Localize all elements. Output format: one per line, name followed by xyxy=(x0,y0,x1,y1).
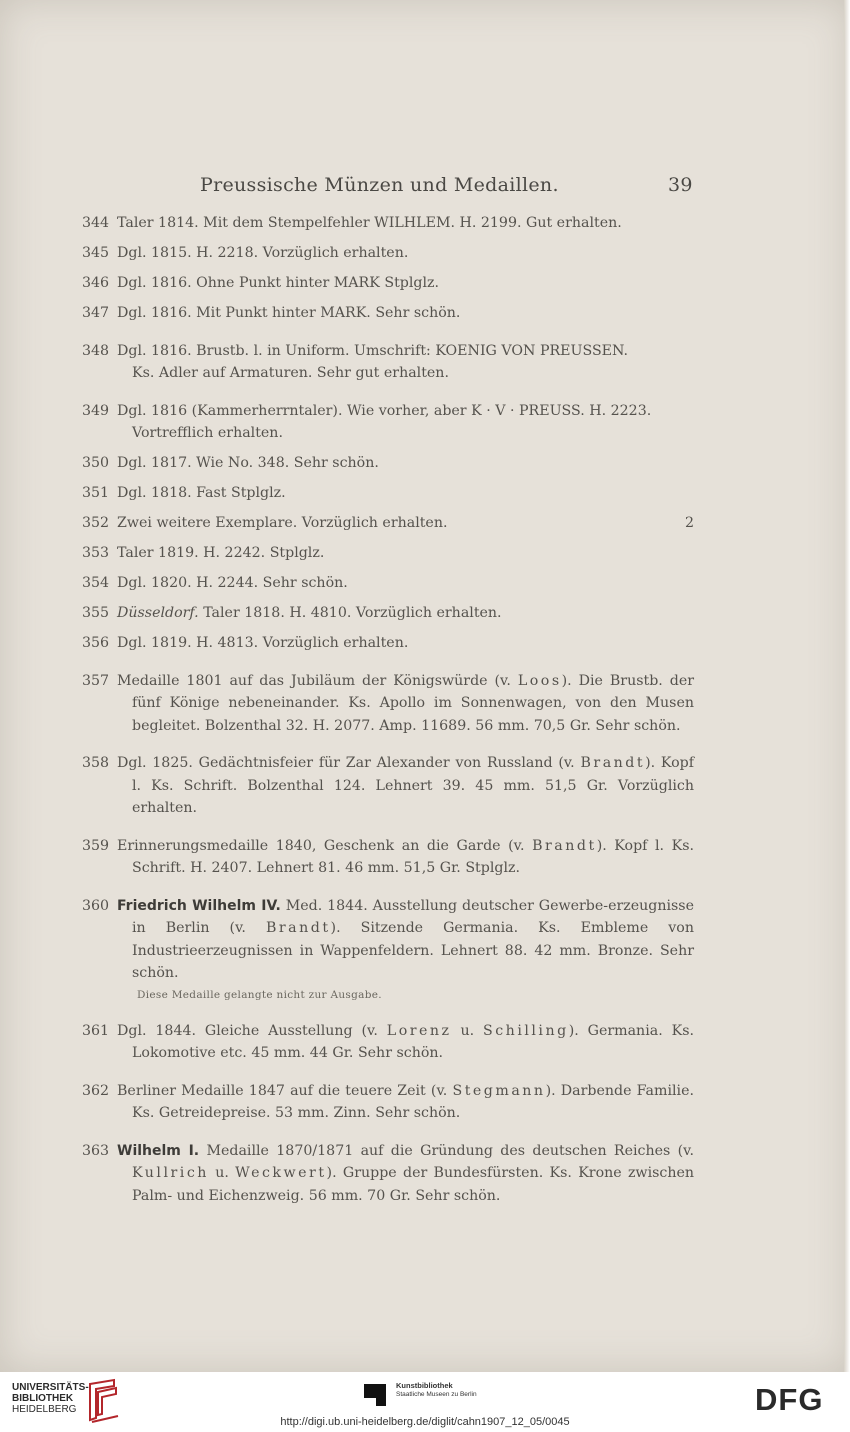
entry-number: 348 xyxy=(82,342,110,359)
entry-number: 352 xyxy=(82,515,110,531)
entry-text: Dgl. 1816. Ohne Punkt hinter MARK Stplglz. xyxy=(117,275,439,291)
entry-text: u. xyxy=(208,1165,236,1181)
entry-text: ). Die Brustb. der fünf Könige nebeneinander. Ks. Apollo im Sonnenwagen, von den Musen begleitet. Bolzenthal 32. H. 2077. Amp. 11689. 56 mm. 70,5 Gr. Sehr schön. xyxy=(132,672,694,734)
entry-number: 356 xyxy=(82,635,110,651)
catalog-entry xyxy=(82,895,694,1005)
entry-text: Dgl. 1817. Wie No. 348. Sehr schön. xyxy=(117,455,379,471)
entry-text: Dgl. 1816. Brustb. l. in Uniform. Umschrift: KOENIG VON PREUSSEN. xyxy=(117,342,629,359)
entry-text: Dgl. 1816 (Kammerherrntaler). Wie vorher, aber K · V · PREUSS. H. 2223. xyxy=(117,402,652,419)
catalog-entry xyxy=(82,632,694,655)
catalog-entry xyxy=(82,602,694,625)
entry-text: ). Gruppe der Bundesfürsten. Ks. Krone zwischen Palm- und Eichenzweig. 56 mm. 70 Gr. Sehr schön. xyxy=(132,1165,695,1204)
entry-text: Erinnerungsmedaille 1840, Geschenk an die Garde (v. xyxy=(117,837,533,854)
entry-text: Dgl. 1825. Gedächtnisfeier für Zar Alexander von Russland (v. xyxy=(117,755,581,771)
entry-text: Zwei weitere Exemplare. Vorzüglich erhalten. xyxy=(117,515,448,531)
entry-text: u. xyxy=(451,1022,484,1039)
catalog-entry xyxy=(82,752,694,820)
ruler-heading: Wilhelm I. xyxy=(117,1142,200,1159)
page-number: 39 xyxy=(668,174,693,196)
kunstbibliothek-subtitle: Staatliche Museen zu Berlin xyxy=(396,1391,477,1398)
entry-text: Taler 1814. Mit dem Stempelfehler WILHLEM. H. 2199. Gut erhalten. xyxy=(117,215,622,231)
catalog-entry xyxy=(82,400,694,445)
catalog-entry xyxy=(82,340,694,385)
entry-number: 345 xyxy=(82,245,110,261)
entry-text: Dgl. 1815. H. 2218. Vorzüglich erhalten. xyxy=(117,245,409,261)
catalog-entry xyxy=(82,835,694,880)
medallist-name: Lorenz xyxy=(386,1022,452,1039)
medallist-name: Weckwert xyxy=(235,1165,327,1181)
catalog-entry xyxy=(82,1020,694,1065)
university-library-logo[interactable] xyxy=(12,1382,92,1415)
entry-number: 350 xyxy=(82,455,110,471)
catalog-entry xyxy=(82,272,694,295)
entry-number: 344 xyxy=(82,215,110,231)
entry-text: ). Kopf l. Ks. Schrift. Bolzenthal 124. Lehnert 39. 45 mm. 51,5 Gr. Vorzüglich erhalten. xyxy=(132,755,694,816)
entry-number: 359 xyxy=(82,837,110,854)
catalog-entry xyxy=(82,1140,694,1208)
logo-line: HEIDELBERG xyxy=(12,1404,77,1415)
entry-number: 354 xyxy=(82,575,110,591)
entry-text: ). Kopf l. Ks. Schrift. H. 2407. Lehnert 81. 46 mm. 51,5 Gr. Stplglz. xyxy=(132,837,694,876)
catalog-entries xyxy=(82,212,694,1207)
viewer-footer xyxy=(0,1372,850,1432)
medallist-name: Brandt xyxy=(265,920,331,936)
entry-text: Taler 1818. H. 4810. Vorzüglich erhalten. xyxy=(203,605,502,621)
page-title: Preussische Münzen und Medaillen. xyxy=(200,174,559,196)
running-header xyxy=(0,174,850,204)
catalog-entry xyxy=(82,482,694,505)
catalog-entry xyxy=(82,242,694,265)
lot-count: 2 xyxy=(684,515,694,531)
catalog-entry xyxy=(82,302,694,325)
entry-text-continued: Ks. Adler auf Armaturen. Sehr gut erhalten. xyxy=(132,365,449,381)
entry-text: Med. 1844. Ausstellung deutscher Gewerbe-erzeugnisse in Berlin (v. xyxy=(132,897,694,936)
entry-number: 353 xyxy=(82,545,110,561)
dfg-logo[interactable]: DFG xyxy=(755,1382,824,1417)
medallist-name: Schilling xyxy=(483,1022,569,1039)
entry-text: Dgl. 1816. Mit Punkt hinter MARK. Sehr schön. xyxy=(117,305,461,321)
entry-number: 349 xyxy=(82,402,110,419)
logo-line: BIBLIOTHEK xyxy=(12,1393,74,1404)
catalog-entry xyxy=(82,212,694,235)
page-edge xyxy=(844,0,850,1372)
entry-note: Diese Medaille gelangte nicht zur Ausgabe. xyxy=(137,988,382,1001)
catalog-entry xyxy=(82,1080,694,1125)
entry-text: ). Sitzende Germania. Ks. Embleme von Industrieerzeugnissen in Wappenfeldern. Lehnert 88. 42 mm. Bronze. Sehr schön. xyxy=(132,920,694,981)
medallist-name: Loos xyxy=(517,672,562,689)
mint-place: Düsseldorf. xyxy=(117,605,199,621)
catalog-entry xyxy=(82,572,694,595)
entry-number: 360 xyxy=(82,897,110,914)
entry-number: 357 xyxy=(82,672,110,689)
entry-number: 346 xyxy=(82,275,110,291)
catalog-entry xyxy=(82,542,694,565)
entry-text: Taler 1819. H. 2242. Stplglz. xyxy=(117,545,325,561)
entry-text: Dgl. 1819. H. 4813. Vorzüglich erhalten. xyxy=(117,635,409,651)
entry-number: 361 xyxy=(82,1022,110,1039)
medallist-name: Kullrich xyxy=(132,1165,209,1181)
kunstbibliothek-name: Kunstbibliothek xyxy=(396,1381,453,1390)
entry-text: Medaille 1801 auf das Jubiläum der Königswürde (v. xyxy=(117,672,518,689)
entry-text-continued: Vortrefflich erhalten. xyxy=(132,425,283,441)
entry-number: 347 xyxy=(82,305,110,321)
entry-text: ). Germania. Ks. Lokomotive etc. 45 mm. 44 Gr. Sehr schön. xyxy=(132,1022,694,1061)
ruler-heading: Friedrich Wilhelm IV. xyxy=(117,897,281,914)
entry-text: Dgl. 1844. Gleiche Ausstellung (v. xyxy=(117,1022,387,1039)
catalog-entry xyxy=(82,512,694,535)
kunstbibliothek-logo-icon xyxy=(364,1382,388,1406)
kunstbibliothek-label[interactable] xyxy=(396,1381,477,1399)
catalog-entry xyxy=(82,452,694,475)
medallist-name: Stegmann xyxy=(452,1082,546,1099)
entry-number: 362 xyxy=(82,1082,110,1099)
medallist-name: Brandt xyxy=(580,755,646,771)
entry-number: 363 xyxy=(82,1142,110,1159)
entry-text: Dgl. 1820. H. 2244. Sehr schön. xyxy=(117,575,348,591)
entry-number: 351 xyxy=(82,485,110,501)
permalink-url[interactable]: http://digi.ub.uni-heidelberg.de/diglit/cahn1907_12_05/0045 xyxy=(280,1416,570,1428)
logo-line: UNIVERSITÄTS- xyxy=(12,1382,89,1393)
entry-text: Berliner Medaille 1847 auf die teuere Zeit (v. xyxy=(117,1082,453,1099)
entry-text: Medaille 1870/1871 auf die Gründung des deutschen Reiches (v. xyxy=(199,1142,695,1159)
entry-number: 358 xyxy=(82,755,110,771)
catalog-entry xyxy=(82,670,694,738)
entry-text: ). Darbende Familie. Ks. Getreidepreise. 53 mm. Zinn. Sehr schön. xyxy=(132,1082,694,1121)
entry-number: 355 xyxy=(82,605,110,621)
medallist-name: Brandt xyxy=(532,837,597,854)
entry-text: Dgl. 1818. Fast Stplglz. xyxy=(117,485,286,501)
